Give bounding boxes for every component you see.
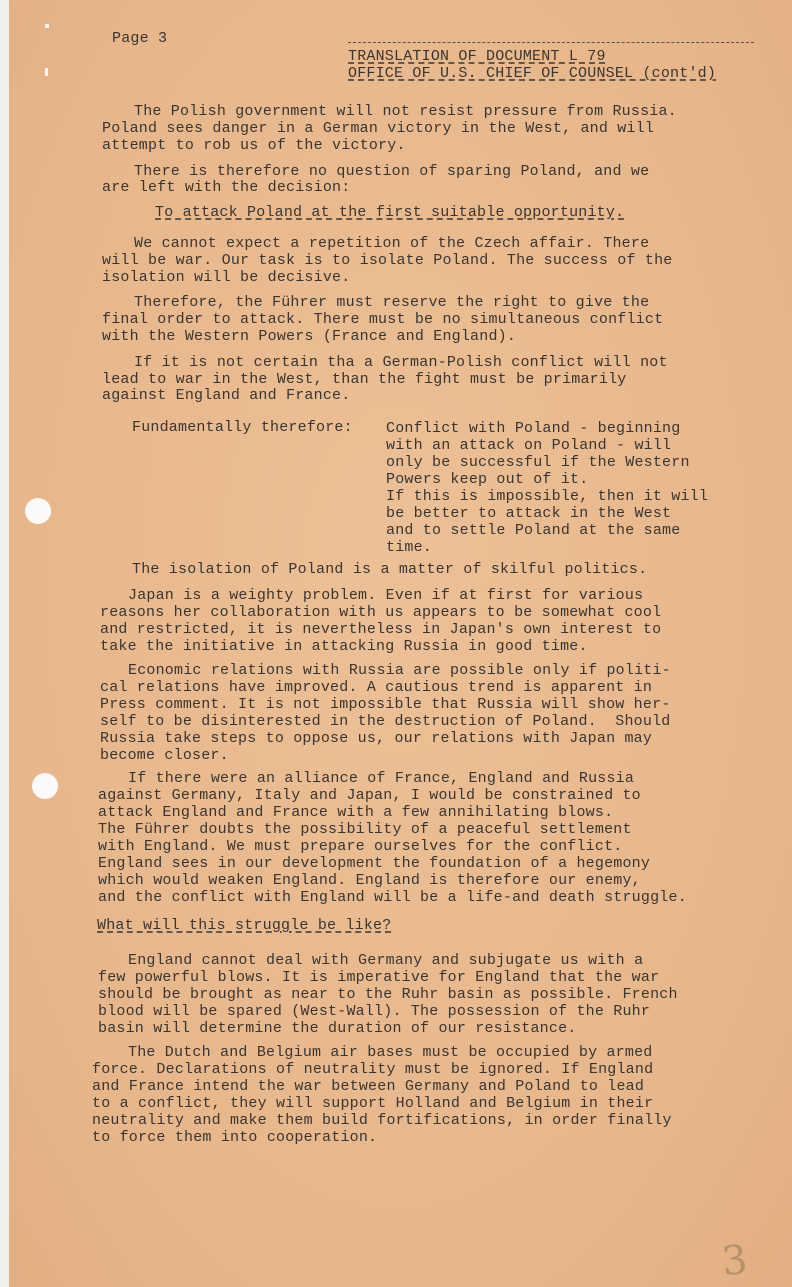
punch-hole bbox=[32, 773, 58, 799]
text-line: neutrality and make them build fortifications, in order finally bbox=[92, 1112, 672, 1129]
text-line: with England. We must prepare ourselves for the conflict. bbox=[98, 838, 623, 855]
text-line: The Führer doubts the possibility of a peaceful settlement bbox=[98, 821, 632, 838]
text-line: cal relations have improved. A cautious trend is apparent in bbox=[100, 679, 653, 696]
text-line: basin will determine the duration of our resistance. bbox=[98, 1020, 577, 1037]
text-line: The isolation of Poland is a matter of skilful politics. bbox=[132, 561, 648, 578]
text-line: will be war. Our task is to isolate Poland. The success of the bbox=[102, 252, 673, 269]
text-line: final order to attack. There must be no simultaneous conflict bbox=[102, 311, 664, 328]
text-line: Press comment. It is not impossible that Russia will show her- bbox=[100, 696, 671, 713]
text-line: Russia take steps to oppose us, our relations with Japan may bbox=[100, 730, 653, 747]
punch-hole bbox=[25, 498, 51, 524]
text-line: If it is not certain tha a German-Polish conflict will not bbox=[134, 354, 668, 371]
text-line: which would weaken England. England is therefore our enemy, bbox=[98, 872, 641, 889]
text-line: take the initiative in attacking Russia in good time. bbox=[100, 638, 588, 655]
header-title-line1: TRANSLATION OF DOCUMENT L 79 bbox=[348, 48, 606, 65]
text-line: and France intend the war between Germany and Poland to lead bbox=[92, 1078, 645, 1095]
text-line: attempt to rob us of the victory. bbox=[102, 137, 406, 154]
scan-speck bbox=[45, 68, 48, 76]
fundamentally-label: Fundamentally therefore: bbox=[132, 419, 353, 436]
decision-heading: To attack Poland at the first suitable opportunity. bbox=[155, 204, 625, 221]
text-line: to force them into cooperation. bbox=[92, 1129, 378, 1146]
text-line: are left with the decision: bbox=[102, 179, 351, 196]
text-line: lead to war in the West, than the fight must be primarily bbox=[102, 371, 627, 388]
text-line: and restricted, it is nevertheless in Japan's own interest to bbox=[100, 621, 662, 638]
text-line: Conflict with Poland - beginning bbox=[386, 420, 681, 437]
text-line: We cannot expect a repetition of the Czech affair. There bbox=[134, 235, 650, 252]
text-line: and to settle Poland at the same bbox=[386, 522, 681, 539]
text-line: reasons her collaboration with us appears to be somewhat cool bbox=[100, 604, 662, 621]
text-line: isolation will be decisive. bbox=[102, 269, 351, 286]
header-title-line2: OFFICE OF U.S. CHIEF OF COUNSEL (cont'd) bbox=[348, 65, 717, 82]
page-label: Page 3 bbox=[112, 30, 168, 47]
text-line: should be brought as near to the Ruhr basin as possible. French bbox=[98, 986, 678, 1003]
text-line: few powerful blows. It is imperative for England that the war bbox=[98, 969, 660, 986]
text-line: with the Western Powers (France and England). bbox=[102, 328, 517, 345]
text-line: The Dutch and Belgium air bases must be occupied by armed bbox=[128, 1044, 653, 1061]
scan-speck bbox=[45, 24, 49, 28]
text-line: England sees in our development the foundation of a hegemony bbox=[98, 855, 651, 872]
text-line: blood will be spared (West-Wall). The possession of the Ruhr bbox=[98, 1003, 651, 1020]
text-line: England cannot deal with Germany and subjugate us with a bbox=[128, 952, 644, 969]
text-line: The Polish government will not resist pressure from Russia. bbox=[134, 103, 677, 120]
text-line: time. bbox=[386, 539, 433, 556]
text-line: If this is impossible, then it will bbox=[386, 488, 709, 505]
text-line: with an attack on Poland - will bbox=[386, 437, 672, 454]
text-line: against Germany, Italy and Japan, I would be constrained to bbox=[98, 787, 641, 804]
text-line: Economic relations with Russia are possible only if politi- bbox=[128, 662, 671, 679]
handwritten-page-number: 3 bbox=[719, 1236, 750, 1286]
question-heading: What will this struggle be like? bbox=[97, 917, 392, 934]
text-line: Therefore, the Führer must reserve the right to give the bbox=[134, 294, 650, 311]
text-line: Japan is a weighty problem. Even if at first for various bbox=[128, 587, 644, 604]
scan-edge-strip bbox=[0, 0, 9, 1287]
text-line: and the conflict with England will be a life-and death struggle. bbox=[98, 889, 687, 906]
text-line: only be successful if the Western bbox=[386, 454, 690, 471]
text-line: against England and France. bbox=[102, 387, 351, 404]
text-line: force. Declarations of neutrality must be ignored. If England bbox=[92, 1061, 654, 1078]
text-line: be better to attack in the West bbox=[386, 505, 672, 522]
header-rule bbox=[348, 42, 754, 43]
text-line: There is therefore no question of sparing Poland, and we bbox=[134, 163, 650, 180]
text-line: become closer. bbox=[100, 747, 229, 764]
text-line: If there were an alliance of France, England and Russia bbox=[128, 770, 635, 787]
text-line: to a conflict, they will support Holland and Belgium in their bbox=[92, 1095, 654, 1112]
text-line: attack England and France with a few annihilating blows. bbox=[98, 804, 614, 821]
text-line: Powers keep out of it. bbox=[386, 471, 589, 488]
text-line: Poland sees danger in a German victory in the West, and will bbox=[102, 120, 655, 137]
text-line: self to be disinterested in the destruction of Poland. Should bbox=[100, 713, 671, 730]
